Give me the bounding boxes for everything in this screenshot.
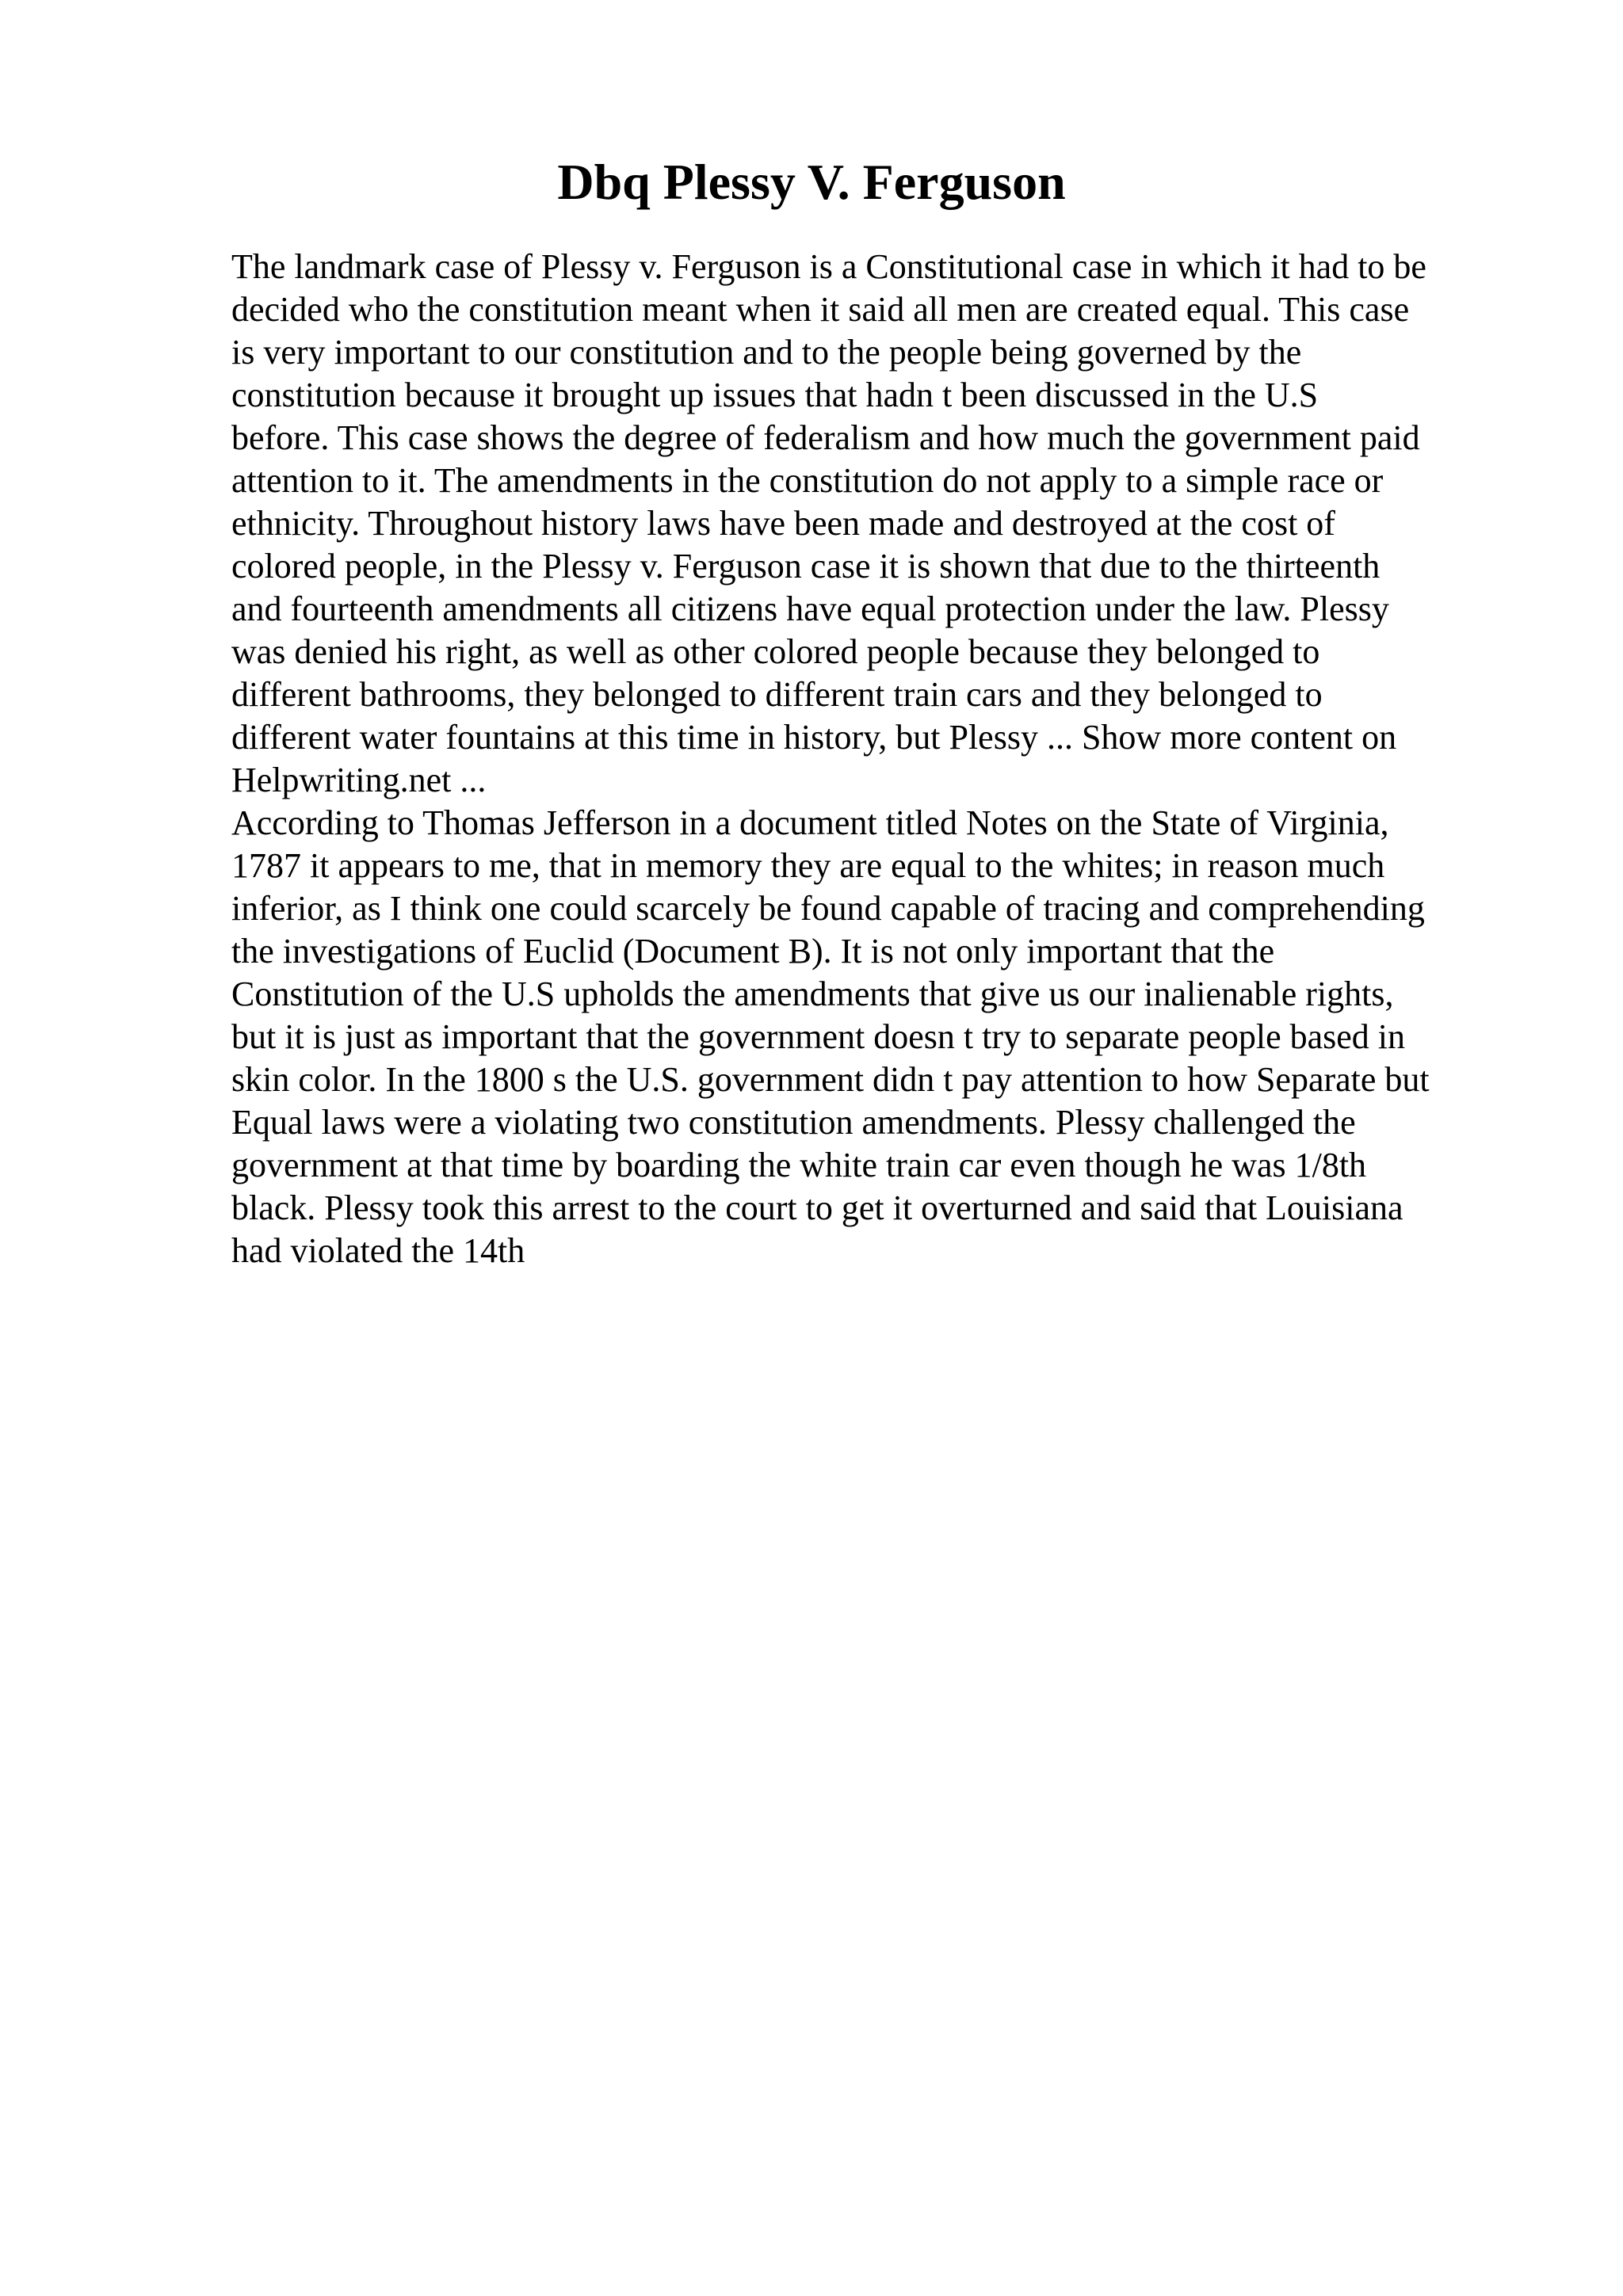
body-line: The landmark case of Plessy v. Ferguson is a Constitutional case in which it had to be xyxy=(231,247,1426,286)
body-line: is very important to our constitution and to the people being governed by the xyxy=(231,333,1302,372)
body-line: ethnicity. Throughout history laws have been made and destroyed at the cost of xyxy=(231,504,1335,543)
body-line: different bathrooms, they belonged to different train cars and they belonged to xyxy=(231,675,1323,714)
body-line: had violated the 14th xyxy=(231,1231,525,1270)
body-line: 1787 it appears to me, that in memory they are equal to the whites; in reason much xyxy=(231,846,1385,885)
body-line: According to Thomas Jefferson in a document titled Notes on the State of Virginia, xyxy=(231,803,1389,842)
body-line: Constitution of the U.S upholds the amendments that give us our inalienable rights, xyxy=(231,974,1394,1013)
body-line: Helpwriting.net ... xyxy=(231,761,487,799)
body-line: before. This case shows the degree of federalism and how much the government paid xyxy=(231,418,1420,457)
body-line: was denied his right, as well as other colored people because they belonged to xyxy=(231,632,1320,671)
body-line: and fourteenth amendments all citizens have equal protection under the law. Plessy xyxy=(231,589,1389,628)
body-line: inferior, as I think one could scarcely be found capable of tracing and comprehending xyxy=(231,889,1425,928)
body-line: the investigations of Euclid (Document B). It is not only important that the xyxy=(231,932,1275,971)
document-body xyxy=(231,246,1515,1272)
body-line: but it is just as important that the government doesn t try to separate people based in xyxy=(231,1017,1406,1056)
body-line: black. Plessy took this arrest to the court to get it overturned and said that Louisiana xyxy=(231,1188,1403,1227)
body-line: decided who the constitution meant when it said all men are created equal. This case xyxy=(231,290,1410,329)
body-line: attention to it. The amendments in the constitution do not apply to a simple race or xyxy=(231,461,1384,500)
body-line: government at that time by boarding the white train car even though he was 1/8th xyxy=(231,1146,1367,1184)
body-line: colored people, in the Plessy v. Ferguson case it is shown that due to the thirteenth xyxy=(231,547,1381,585)
body-line: skin color. In the 1800 s the U.S. government didn t pay attention to how Separate but xyxy=(231,1060,1430,1099)
body-line: different water fountains at this time in history, but Plessy ... Show more content on xyxy=(231,718,1397,757)
body-line: constitution because it brought up issues that hadn t been discussed in the U.S xyxy=(231,376,1319,414)
document-title: Dbq Plessy V. Ferguson xyxy=(557,154,1066,210)
body-line: Equal laws were a violating two constitution amendments. Plessy challenged the xyxy=(231,1103,1356,1142)
